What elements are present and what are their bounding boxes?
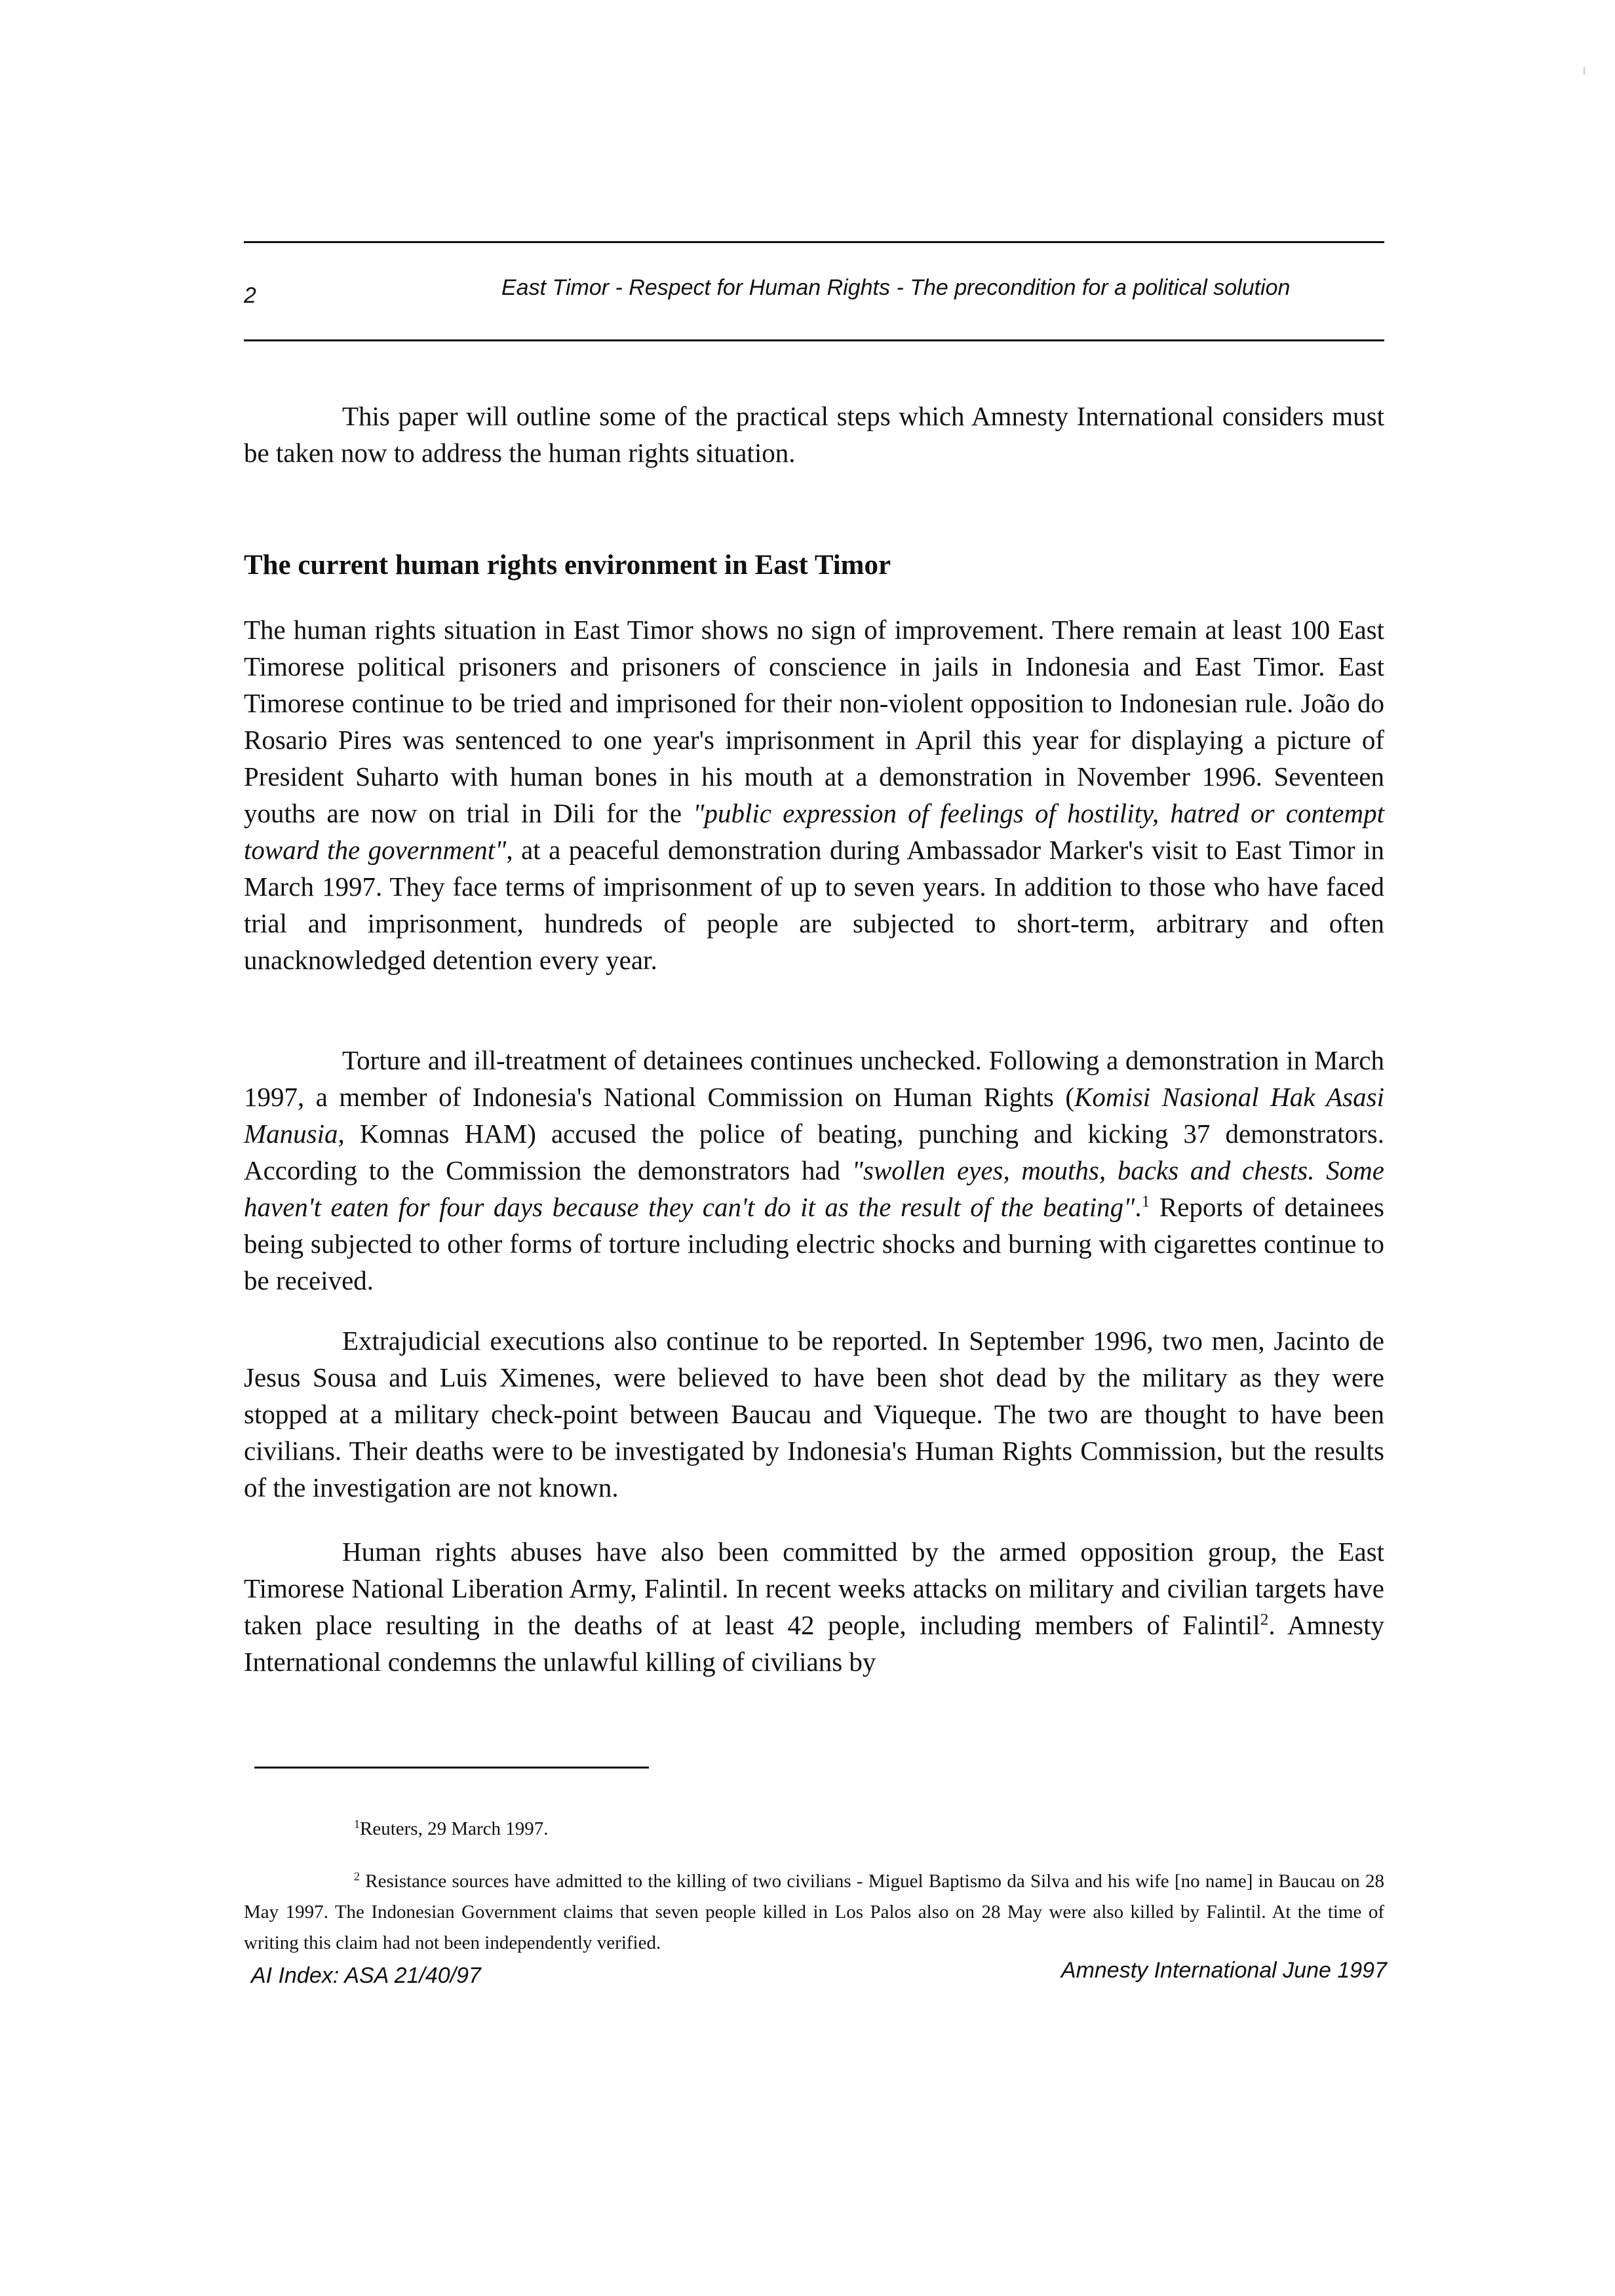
paragraph-2 [244, 1042, 1384, 1299]
footnote-ref-2[interactable]: 2 [1260, 1610, 1269, 1629]
paragraph-4 [244, 1533, 1384, 1680]
paragraph-1-text-after: , at a peaceful demonstration during Ambassador Marker's visit to East Timor in March 1997. They face terms of imprisonment of up to seven years. In addition to those who have faced trial and imprisonment, hundreds of people are subjected to short-term, arbitrary and often unacknowledged detention every year. [244, 835, 1385, 975]
paragraph-2-punct: . [1135, 1192, 1142, 1222]
paragraph-2-quote: "swollen eyes, mouths, backs and chests. Some haven't eaten for four days because they can't do it as the result of the beating" [244, 1155, 1384, 1222]
footnote-1-text: Reuters, 29 March 1997. [359, 1818, 549, 1839]
intro-paragraph: This paper will outline some of the practical steps which Amnesty International considers must be taken now to address the human rights situation. [244, 401, 1384, 468]
paragraph-4-text-after: . Amnesty International condemns the unlawful killing of civilians by [244, 1610, 1384, 1677]
paragraph-1 [244, 611, 1384, 978]
footnote-1-marker: 1 [354, 1817, 360, 1831]
footnote-2-text: Resistance sources have admitted to the killing of two civilians - Miguel Baptismo da Silva and his wife [no name] in Baucau on 28 May 1997. The Indonesian Government claims that seven people killed in Los Palos also on 28 May were also killed by Falintil. At the time of writing this claim had not been independently verified. [244, 1871, 1384, 1953]
scan-mark [1584, 67, 1585, 75]
paragraph-1-quote: "public expression of feelings of hostility, hatred or contempt toward the government" [244, 798, 1384, 865]
footnote-1 [244, 1814, 1384, 1845]
header-top-rule [244, 241, 1384, 243]
header-bottom-rule [244, 339, 1384, 341]
page-number: 2 [244, 283, 256, 308]
running-title: East Timor - Respect for Human Rights - The precondition for a political solution [501, 275, 1291, 300]
footnote-2 [244, 1866, 1384, 1959]
paragraph-2-text-mid: Komnas HAM) accused the police of beating, punching and kicking 37 demonstrators. According to the Commission the demonstrators had [244, 1119, 1384, 1185]
footer-publisher: Amnesty International June 1997 [1060, 1958, 1387, 1983]
footnote-2-marker: 2 [354, 1869, 360, 1883]
paragraph-1-text: The human rights situation in East Timor shows no sign of improvement. There remain at least 100 East Timorese political prisoners and prisoners of conscience in jails in Indonesia and East Timor. East Timorese continue to be tried and imprisoned for their non-violent opposition to Indonesian rule. João do Rosario Pires was sentenced to one year's imprisonment in April this year for displaying a picture of President Suharto with human bones in his mouth at a demonstration in November 1996. Seventeen youths are now on trial in Dili for the [244, 615, 1384, 828]
paragraph-3: Extrajudicial executions also continue to be reported. In September 1996, two men, Jacinto de Jesus Sousa and Luis Ximenes, were believed to have been shot dead by the military as they were stopped at a military check-point between Baucau and Viqueque. The two are thought to have been civilians. Their deaths were to be investigated by Indonesia's Human Rights Commission, but the results of the investigation are not known. [244, 1326, 1384, 1502]
footnote-separator [254, 1767, 649, 1769]
paragraph-4-text: Human rights abuses have also been committed by the armed opposition group, the East Timorese National Liberation Army, Falintil. In recent weeks attacks on military and civilian targets have taken place resulting in the deaths of at least 42 people, including members of Falintil [244, 1537, 1384, 1640]
section-heading: The current human rights environment in East Timor [244, 550, 891, 581]
footnote-ref-1[interactable]: 1 [1141, 1192, 1150, 1211]
footer-ai-index: AI Index: ASA 21/40/97 [251, 1963, 481, 1988]
paragraph-2-italic-name: Komisi Nasional Hak Asasi Manusia, [244, 1082, 1384, 1149]
paragraph-2-text: Torture and ill-treatment of detainees continues unchecked. Following a demonstration in March 1997, a member of Indonesia's National Commission on Human Rights ( [244, 1045, 1384, 1112]
paragraph-2-text-after: Reports of detainees being subjected to other forms of torture including electric shocks and burning with cigarettes continue to be received. [244, 1192, 1384, 1295]
